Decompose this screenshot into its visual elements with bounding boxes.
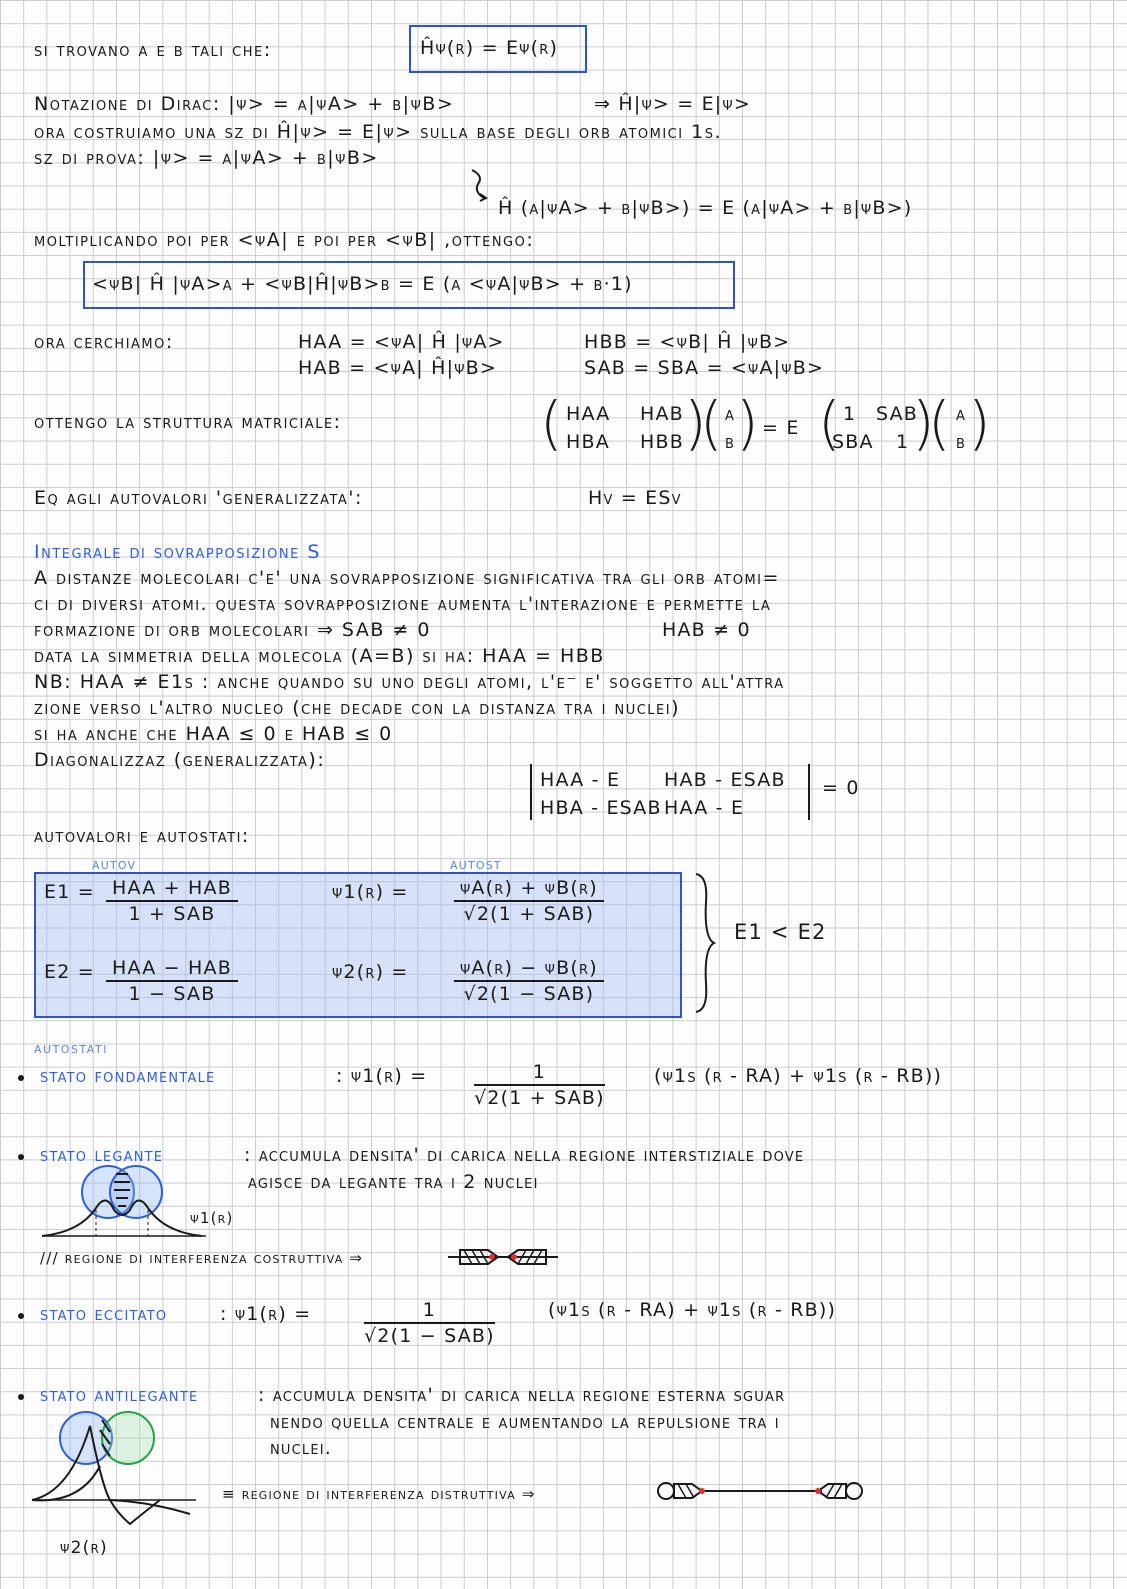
det-bar-r xyxy=(808,764,810,820)
e1-num: HAA + HAB xyxy=(106,876,238,902)
m-b2: b xyxy=(956,431,967,453)
line-9: ottengo la struttura matriciale: xyxy=(34,411,342,433)
par-4: data la simmetria della molecola (A=B) si ha: HAA = HBB xyxy=(34,645,605,667)
par-1: A distanze molecolari c'e' una sovrapposizione significativa tra gli orb atomi= xyxy=(34,567,780,589)
e1-den: 1 + SAB xyxy=(128,903,216,925)
s1-num: 1 xyxy=(474,1060,605,1086)
matrix-paren-r: ) xyxy=(684,389,707,457)
psi1-frac xyxy=(454,876,604,926)
psi1-num: ψA(r) + ψB(r) xyxy=(454,876,604,902)
m-hbb: HBB xyxy=(640,431,684,453)
antibonding-figure xyxy=(30,1406,200,1536)
det-eq: = 0 xyxy=(822,777,860,799)
dirac-result: ⇒ Ĥ|ψ> = E|ψ> xyxy=(594,93,751,115)
s2-text1: : accumula densita' di carica nella regione interstiziale dove xyxy=(244,1144,805,1166)
psi2-lhs: ψ2(r) = xyxy=(332,961,409,983)
psi2-frac xyxy=(454,956,604,1006)
vec2-paren-r: ) xyxy=(968,389,991,457)
e1-frac xyxy=(106,876,238,926)
s1-frac xyxy=(474,1060,605,1110)
e2-num: HAA − HAB xyxy=(106,956,238,982)
par-3b: HAB ≠ 0 xyxy=(662,619,751,641)
e2-lhs: E2 = xyxy=(44,961,95,983)
par-8: Diagonalizzaz (generalizzata): xyxy=(34,749,326,771)
bonding-figure xyxy=(40,1162,210,1242)
s3-lhs: : ψ1(r) = xyxy=(220,1303,312,1325)
label-autost: autost xyxy=(450,854,502,873)
psi2-num: ψA(r) − ψB(r) xyxy=(454,956,604,982)
m-hba: HBA xyxy=(566,431,610,453)
arrow-hook xyxy=(470,168,500,202)
s1-label: stato fondamentale xyxy=(40,1065,216,1087)
par-6: zione verso l'altro nucleo (che decade con la distanza tra i nuclei) xyxy=(34,697,680,719)
s1-lhs: : ψ1(r) = xyxy=(336,1065,428,1087)
s3-den: √2(1 − SAB) xyxy=(364,1325,495,1347)
m-eq: = E xyxy=(762,417,800,439)
hbb-def: HBB = <ψB| Ĥ |ψB> xyxy=(584,331,791,353)
line-5: Ĥ (a|ψA> + b|ψB>) = E (a|ψA> + b|ψB>) xyxy=(498,197,913,219)
s4-text3: nuclei. xyxy=(270,1437,333,1459)
bullet-1 xyxy=(18,1075,24,1081)
s4-note: ≡ regione di interferenza distruttiva ⇒ xyxy=(222,1485,536,1503)
psi1-den: √2(1 + SAB) xyxy=(463,903,595,925)
s2-text2: agisce da legante tra i 2 nuclei xyxy=(248,1171,539,1193)
section-integrale: Integrale di sovrapposizione S xyxy=(34,541,321,563)
e2-frac xyxy=(106,956,238,1006)
det-22: HAA - E xyxy=(664,797,745,819)
s3-frac xyxy=(364,1298,495,1348)
s4-label: stato antilegante xyxy=(40,1384,199,1406)
s4-text1: : accumula densita' di carica nella regione esterna sguar xyxy=(258,1384,786,1406)
bullet-2 xyxy=(18,1154,24,1160)
vec-paren-r: ) xyxy=(736,389,759,457)
line-10: Eq agli autovalori 'generalizzata': xyxy=(34,487,363,509)
section-autostati: autostati xyxy=(34,1038,108,1057)
det-11: HAA - E xyxy=(540,769,621,791)
m-a: a xyxy=(725,403,736,425)
haa-def: HAA = <ψA| Ĥ |ψA> xyxy=(298,331,505,353)
line-3: ora costruiamo una sz di Ĥ|ψ> = E|ψ> sulla base degli orb atomici 1s. xyxy=(34,121,723,143)
s3-label: stato eccitato xyxy=(40,1303,168,1325)
m-a2: a xyxy=(956,403,967,425)
par-7: si ha anche che HAA ≤ 0 e HAB ≤ 0 xyxy=(34,723,393,745)
s2-label: stato legante xyxy=(40,1144,164,1166)
braket-eq: <ψB| Ĥ |ψA>a + <ψB|Ĥ|ψB>b = E (a <ψA|ψB> + b·1) xyxy=(92,273,633,295)
vec2-paren-l: ( xyxy=(928,389,951,457)
s2-note: /// regione di interferenza costruttiva ⇒ xyxy=(40,1249,364,1267)
sab-def: SAB = SBA = <ψA|ψB> xyxy=(584,357,825,379)
s-paren-l: ( xyxy=(818,389,841,457)
e2-den: 1 − SAB xyxy=(128,983,216,1005)
par-3: formazione di orb molecolari ⇒ SAB ≠ 0 xyxy=(34,619,431,641)
constructive-arrows-icon xyxy=(446,1244,562,1270)
det-21: HBA - ESAB xyxy=(540,797,662,819)
bullet-3 xyxy=(18,1313,24,1319)
brace xyxy=(694,872,718,1014)
line-7: ora cerchiamo: xyxy=(34,331,174,353)
hab-def: HAB = <ψA| Ĥ|ψB> xyxy=(298,357,497,379)
det-bar-l xyxy=(530,764,532,820)
s4-text2: nendo quella centrale e aumentando la repulsione tra i xyxy=(270,1411,780,1433)
bullet-4 xyxy=(18,1394,24,1400)
m-hab: HAB xyxy=(640,403,684,425)
e-order: E1 < E2 xyxy=(734,920,827,944)
m-sba: SBA xyxy=(832,431,874,453)
dirac-line: Notazione di Dirac: |ψ> = a|ψA> + b|ψB> xyxy=(34,93,455,115)
s4-fig-label: ψ2(r) xyxy=(60,1538,108,1558)
m-sab: SAB xyxy=(876,403,919,425)
m-1b: 1 xyxy=(896,431,910,453)
vec-paren-l: ( xyxy=(700,389,723,457)
det-12: HAB - ESAB xyxy=(664,769,786,791)
s1-den: √2(1 + SAB) xyxy=(474,1087,605,1109)
destructive-arrows-icon xyxy=(656,1478,866,1504)
psi2-den: √2(1 − SAB) xyxy=(463,983,595,1005)
line-6: moltiplicando poi per <ψA| e poi per <ψB| ,ottengo: xyxy=(34,229,535,251)
m-haa: HAA xyxy=(566,403,611,425)
par-5: NB: HAA ≠ E1s : anche quando su uno degli atomi, l'e⁻ e' soggetto all'attra xyxy=(34,671,785,693)
s3-rhs: (ψ1s (r - RA) + ψ1s (r - RB)) xyxy=(548,1299,837,1321)
m-b: b xyxy=(725,431,736,453)
s1-rhs: (ψ1s (r - RA) + ψ1s (r - RB)) xyxy=(654,1065,943,1087)
s2-fig-label: ψ1(r) xyxy=(190,1209,234,1227)
gen-eig: Hv = ESv xyxy=(588,487,682,509)
par-2: ci di diversi atomi. questa sovrapposizione aumenta l'interazione e permette la xyxy=(34,593,772,615)
m-1a: 1 xyxy=(843,403,857,425)
s3-num: 1 xyxy=(364,1298,495,1324)
schrodinger-eq: Ĥψ(r) = Eψ(r) xyxy=(420,37,559,59)
par-9: autovalori e autostati: xyxy=(34,825,250,847)
line-1: si trovano a e b tali che: xyxy=(34,39,272,61)
psi1-lhs: ψ1(r) = xyxy=(332,881,409,903)
s-paren-r: ) xyxy=(912,389,935,457)
label-autov: autov xyxy=(92,854,137,873)
e1-lhs: E1 = xyxy=(44,881,95,903)
line-4: sz di prova: |ψ> = a|ψA> + b|ψB> xyxy=(34,147,379,169)
matrix-paren-l: ( xyxy=(540,389,563,457)
